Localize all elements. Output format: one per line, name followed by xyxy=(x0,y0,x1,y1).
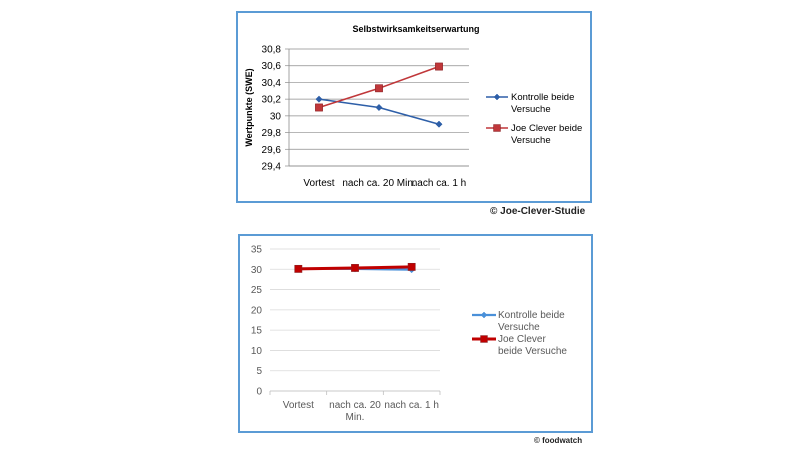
chart-1-series-2-point xyxy=(315,104,322,111)
chart-1-legend-label-2: Joe Clever beide xyxy=(511,123,583,134)
chart-1-series-1-point xyxy=(376,104,382,110)
chart-1-y-tick-label: 30,4 xyxy=(261,77,281,89)
chart-2-y-tick-label: 20 xyxy=(250,305,262,317)
chart-1-series-1-point xyxy=(436,121,442,127)
chart-2-y-tick-label: 25 xyxy=(250,285,262,297)
chart-2-y-tick-label: 5 xyxy=(256,366,262,378)
chart-1-series-line-1 xyxy=(319,99,439,124)
chart-1-y-tick-label: 30,8 xyxy=(261,44,281,56)
chart-2-y-tick-label: 35 xyxy=(250,244,262,256)
chart-1-series-1-point xyxy=(316,96,322,102)
chart-2-legend-marker-2 xyxy=(481,336,488,343)
chart-1-legend-marker-1 xyxy=(494,94,500,100)
chart-1-y-tick-label: 30 xyxy=(269,111,281,123)
chart-1-legend-marker-2 xyxy=(494,125,501,132)
chart-1-series-2-point xyxy=(375,85,382,92)
credit-joe-clever-studie: © Joe-Clever-Studie xyxy=(490,206,586,217)
chart-1-x-tick-label: nach ca. 1 h xyxy=(411,178,467,189)
chart-1-svg xyxy=(238,13,594,205)
chart-2-x-tick-label: nach ca. 1 h xyxy=(384,400,439,411)
chart-2-legend-label-1: Versuche xyxy=(498,322,540,333)
chart-1-y-tick-label: 29,6 xyxy=(261,144,281,156)
chart-2-legend-label-1: Kontrolle beide xyxy=(498,310,565,321)
chart-1-y-tick-label: 30,6 xyxy=(261,61,281,73)
chart-2-x-tick-label: Vortest xyxy=(282,400,314,411)
chart-1-y-axis-label: Wertpunkte (SWE) xyxy=(244,68,254,147)
chart-2-x-tick-label: Min. xyxy=(345,412,365,423)
chart-2-legend-label-2: beide Versuche xyxy=(498,346,567,357)
chart-2-series-2-point xyxy=(351,264,358,271)
chart-1-y-tick-label: 30,2 xyxy=(261,94,281,106)
chart-1-legend-label-2: Versuche xyxy=(511,135,551,146)
chart-1-series-2-point xyxy=(435,63,442,70)
chart-2-y-tick-label: 15 xyxy=(250,325,262,337)
chart-2-svg xyxy=(240,236,595,435)
chart-2-y-tick-label: 0 xyxy=(256,386,262,398)
credit-foodwatch: © foodwatch xyxy=(534,436,583,445)
chart-1-y-tick-label: 29,8 xyxy=(261,128,281,140)
chart-1-x-tick-label: Vortest xyxy=(303,178,335,189)
chart-1-legend-label-1: Kontrolle beide xyxy=(511,92,575,103)
chart-2-legend-marker-1 xyxy=(481,312,487,318)
chart-2-frame xyxy=(238,234,593,433)
chart-1-x-tick-label: nach ca. 20 Min. xyxy=(342,178,416,189)
chart-2-legend-label-2: Joe Clever xyxy=(498,334,546,345)
chart-2-series-2-point xyxy=(295,265,302,272)
chart-1-title: Selbstwirksamkeitserwartung xyxy=(352,24,480,34)
chart-1-y-tick-label: 29,4 xyxy=(261,161,281,173)
chart-2-x-tick-label: nach ca. 20 xyxy=(329,400,381,411)
chart-2-y-tick-label: 10 xyxy=(250,345,262,357)
chart-2-y-tick-label: 30 xyxy=(250,264,262,276)
chart-1-legend-label-1: Versuche xyxy=(511,104,551,115)
chart-1-frame xyxy=(236,11,592,203)
chart-2-series-2-point xyxy=(408,263,415,270)
